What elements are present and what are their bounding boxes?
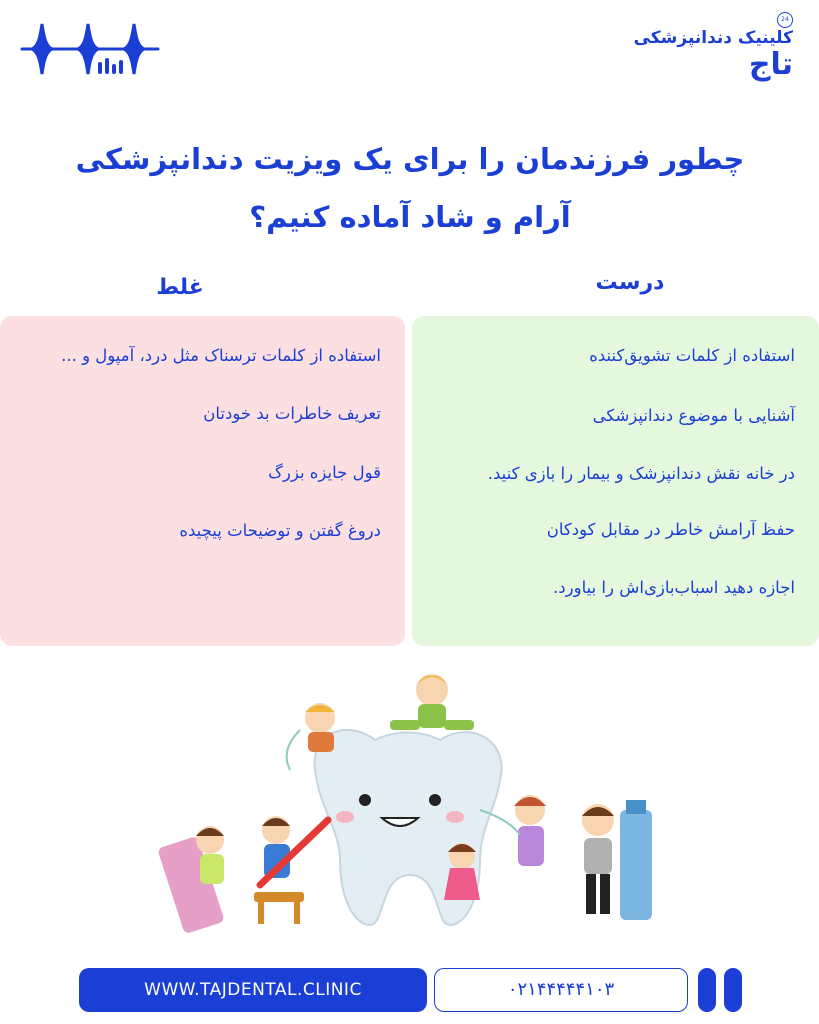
right-item: آشنایی با موضوع دندانپزشکی	[592, 406, 795, 425]
wave-logo-icon	[20, 18, 160, 80]
heading-wrong: غلط	[156, 275, 204, 300]
brand-logo	[623, 12, 793, 84]
brand-name-small: کلینیک دندانپزشکی	[633, 28, 793, 48]
brand-name-big: تاج	[748, 47, 793, 82]
badge-24: 24	[777, 12, 793, 28]
wrong-item: تعریف خاطرات بد خودتان	[203, 404, 381, 423]
website-link[interactable]: WWW.TAJDENTAL.CLINIC	[79, 968, 427, 1012]
heading-right: درست	[595, 270, 665, 295]
decorative-bar	[698, 968, 716, 1012]
children-tooth-illustration	[150, 660, 670, 940]
page-title-line1: چطور فرزندمان را برای یک ویزیت دندانپزشکی	[75, 142, 745, 176]
phone-number[interactable]: ۰۲۱۴۴۴۴۴۱۰۳	[434, 968, 688, 1012]
right-item: در خانه نقش دندانپزشک و بیمار را بازی کنید.	[487, 464, 795, 483]
wrong-item: استفاده از کلمات ترسناک مثل درد، آمپول و ...	[61, 346, 381, 365]
decorative-bar	[724, 968, 742, 1012]
wrong-panel	[0, 316, 405, 646]
right-item: اجازه دهید اسباب‌بازی‌اش را بیاورد.	[553, 578, 795, 597]
wrong-item: دروغ گفتن و توضیحات پیچیده	[179, 521, 381, 540]
wrong-item: قول جایزه بزرگ	[268, 463, 381, 482]
right-item: حفظ آرامش خاطر در مقابل کودکان	[546, 520, 795, 539]
right-panel	[412, 316, 819, 646]
page-title-line2: آرام و شاد آماده کنیم؟	[249, 200, 571, 234]
right-item: استفاده از کلمات تشویق‌کننده	[589, 346, 795, 365]
